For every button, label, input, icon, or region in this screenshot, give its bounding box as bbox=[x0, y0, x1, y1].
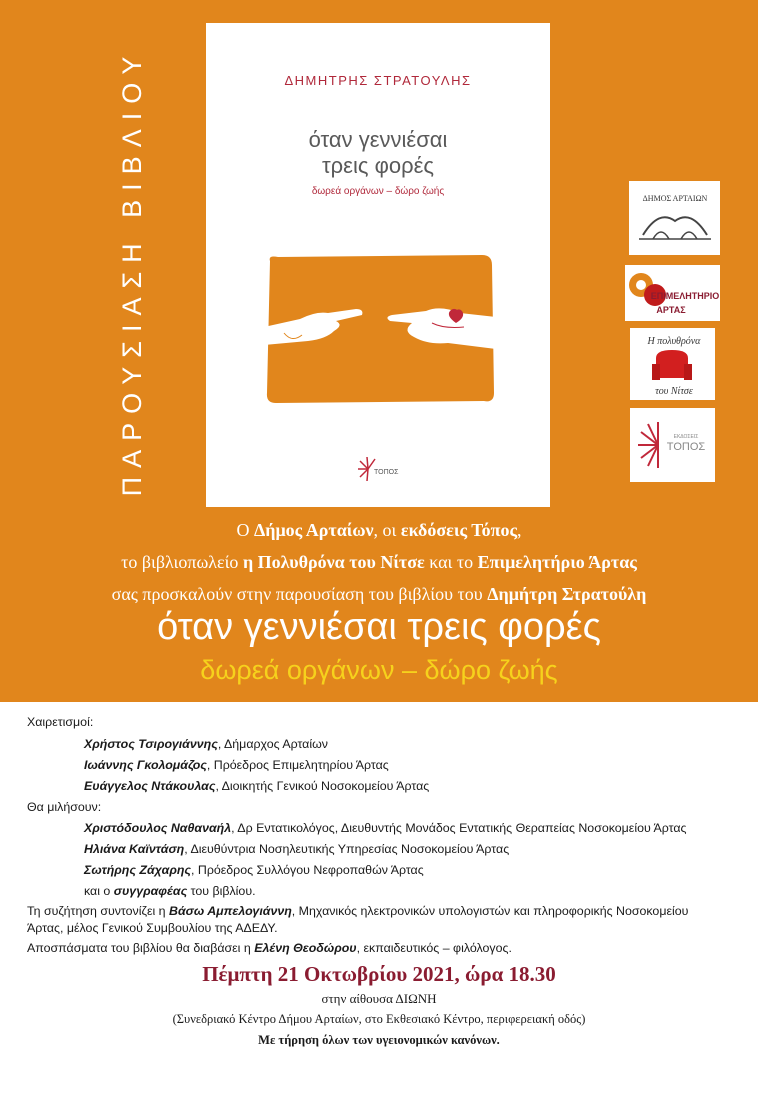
invite-dimos: Δήμος Αρταίων bbox=[253, 520, 374, 540]
speaker-author: συγγραφέας bbox=[113, 884, 188, 898]
speaker-role: , Διευθύντρια Νοσηλευτικής Υπηρεσίας Νοσοκομείου Άρτας bbox=[184, 842, 510, 856]
book-title: όταν γεννιέσαι τρεις φορές bbox=[157, 606, 601, 648]
speaker-text: του βιβλίου. bbox=[187, 884, 256, 898]
cover-hands-illustration bbox=[264, 253, 496, 405]
event-address: (Συνεδριακό Κέντρο Δήμου Αρταίων, στο Εκθεσιακό Κέντρο, περιφερειακή οδός) bbox=[172, 1012, 586, 1026]
invite-text: το βιβλιοπωλείο bbox=[121, 552, 243, 572]
invite-line-3 bbox=[0, 584, 758, 605]
invite-topos: εκδόσεις Τόπος bbox=[400, 520, 518, 540]
speaker-name: Σωτήρης Ζάχαρης bbox=[84, 863, 191, 877]
cover-publisher-name: ΤΟΠΟΣ bbox=[374, 469, 399, 476]
event-date: Πέμπτη 21 Οκτωβρίου 2021, ώρα 18.30 bbox=[202, 962, 556, 986]
speakers-label: Θα μιλήσουν: bbox=[27, 800, 102, 814]
event-note: Με τήρηση όλων των υγειονομικών κανόνων. bbox=[258, 1033, 500, 1047]
logo-polythrona bbox=[630, 328, 715, 400]
logo-topos-small: ΕΚΔΟΣΕΙΣ bbox=[673, 434, 699, 440]
invite-line-1 bbox=[0, 520, 758, 541]
greeting-1 bbox=[84, 737, 328, 751]
side-label: ΠΑΡΟΥΣΙΑΣΗ ΒΙΒΛΙΟΥ bbox=[117, 47, 147, 497]
greeting-name: Ευάγγελος Ντάκουλας bbox=[84, 779, 216, 793]
invite-text: Ο bbox=[236, 520, 254, 540]
cover-title-line2: τρεις φορές bbox=[321, 153, 435, 178]
greeting-role: , Δήμαρχος Αρταίων bbox=[217, 737, 328, 751]
moderator-text: Τη συζήτηση συντονίζει η bbox=[27, 904, 170, 918]
logo-topos bbox=[630, 408, 715, 482]
cover-title-line1: όταν γεννιέσαι bbox=[308, 127, 448, 152]
greeting-name: Ιωάννης Γκολομάζος bbox=[84, 758, 207, 772]
reader-role: , εκπαιδευτικός – φιλόλογος. bbox=[356, 941, 512, 955]
speaker-name: Ηλιάνα Καϊντάση bbox=[84, 842, 185, 856]
speaker-role: , Πρόεδρος Συλλόγου Νεφροπαθών Άρτας bbox=[190, 863, 424, 877]
speaker-name: Χριστόδουλος Ναθαναήλ bbox=[84, 821, 232, 835]
invite-text: και το bbox=[424, 552, 478, 572]
cover-author: ΔΗΜΗΤΡΗΣ ΣΤΡΑΤΟΥΛΗΣ bbox=[284, 73, 472, 88]
invite-text: , οι bbox=[373, 520, 401, 540]
invite-text: σας προσκαλούν στην παρουσίαση του βιβλίου του bbox=[111, 584, 488, 604]
logo-dimos-text: ΔΗΜΟΣ ΑΡΤΑΙΩΝ bbox=[642, 194, 708, 203]
logo-epimelitirio bbox=[625, 265, 720, 321]
logo-dimos-artaion bbox=[629, 181, 720, 255]
speaker-4 bbox=[84, 884, 256, 898]
invite-chamber: Επιμελητήριο Άρτας bbox=[477, 552, 637, 572]
speaker-1 bbox=[84, 821, 687, 835]
logo-polythrona-text: Η πολυθρόνα bbox=[647, 336, 701, 347]
logo-epimelitirio-text: ΕΠΙΜΕΛΗΤΗΡΙΟ bbox=[650, 291, 720, 301]
invite-bookstore: η Πολυθρόνα του Νίτσε bbox=[242, 552, 425, 572]
speaker-text: και ο bbox=[84, 884, 114, 898]
greeting-name: Χρήστος Τσιρογιάννης bbox=[84, 737, 218, 751]
moderator-line-2: Άρτας, μέλος Γενικού Συμβουλίου της ΑΔΕΔΥ. bbox=[27, 921, 278, 935]
book-subtitle: δωρεά οργάνων – δώρο ζωής bbox=[200, 655, 558, 685]
greeting-2 bbox=[84, 758, 389, 772]
greeting-role: , Διοικητής Γενικού Νοσοκομείου Άρτας bbox=[215, 779, 430, 793]
moderator-name: Βάσω Αμπελογιάννη bbox=[169, 904, 292, 918]
cover-title bbox=[206, 127, 550, 179]
reader-line bbox=[27, 941, 512, 955]
book-cover bbox=[206, 23, 550, 507]
logo-epimelitirio-city: ΑΡΤΑΣ bbox=[656, 305, 686, 315]
speaker-role: , Δρ Εντατικολόγος, Διευθυντής Μονάδος Εντατικής Θεραπείας Νοσοκομείου Άρτας bbox=[231, 821, 687, 835]
speaker-2 bbox=[84, 842, 509, 856]
cover-subtitle: δωρεά οργάνων – δώρο ζωής bbox=[311, 186, 445, 197]
reader-text: Αποσπάσματα του βιβλίου θα διαβάσει η bbox=[27, 941, 255, 955]
moderator-line-1 bbox=[27, 904, 688, 918]
invite-line-2 bbox=[0, 552, 758, 573]
speaker-3 bbox=[84, 863, 424, 877]
greetings-label: Χαιρετισμοί: bbox=[27, 715, 94, 729]
greeting-role: , Πρόεδρος Επιμελητηρίου Άρτας bbox=[206, 758, 389, 772]
invite-author: Δημήτρη Στρατούλη bbox=[487, 584, 647, 604]
event-venue: στην αίθουσα ΔΙΩΝΗ bbox=[321, 991, 437, 1006]
cover-publisher-logo bbox=[356, 452, 400, 486]
invite-text: , bbox=[517, 520, 522, 540]
reader-name: Ελένη Θεοδώρου bbox=[254, 941, 357, 955]
greeting-3 bbox=[84, 779, 429, 793]
logo-polythrona-text2: του Νίτσε bbox=[655, 386, 693, 397]
logo-topos-text: ΤΟΠΟΣ bbox=[666, 441, 706, 453]
moderator-role: , Μηχανικός ηλεκτρονικών υπολογιστών και πληροφορικής Νοσοκομείου bbox=[291, 904, 689, 918]
